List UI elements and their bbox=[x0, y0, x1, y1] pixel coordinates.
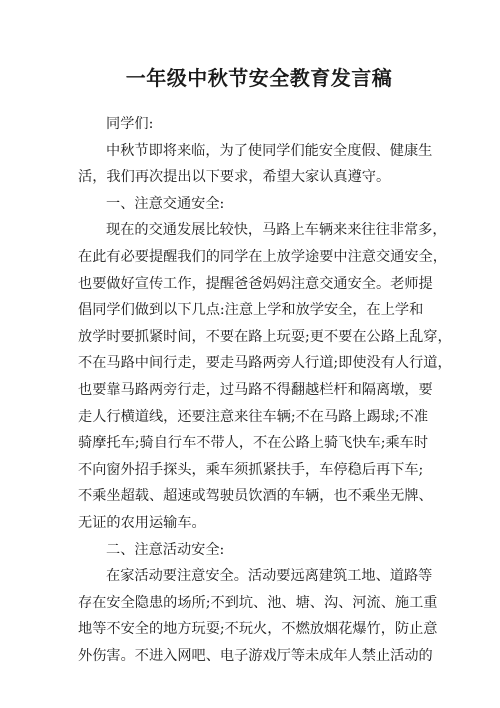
paragraph-line: 不在马路中间行走，要走马路两旁人行道;即使没有人行道， bbox=[78, 355, 452, 372]
paragraph-line: 放学时要抓紧时间，不要在路上玩耍;更不要在公路上乱穿， bbox=[78, 328, 452, 345]
paragraph-line: 也要靠马路两旁行走，过马路不得翻越栏杆和隔离墩，要 bbox=[78, 381, 433, 398]
paragraph-line: 外伤害。不进入网吧、电子游戏厅等未成年人禁止活动的 bbox=[78, 647, 433, 664]
paragraph-line: 不乘坐超载、超速或驾驶员饮酒的车辆，也不乘坐无牌、 bbox=[78, 488, 433, 505]
document-title: 一年级中秋节安全教育发言稿 bbox=[125, 66, 393, 90]
paragraph-line: 地等不安全的地方玩耍;不玩火，不燃放烟花爆竹，防止意 bbox=[78, 621, 438, 638]
paragraph-line: 同学们: bbox=[106, 116, 154, 132]
paragraph-line: 在此有必要提醒我们的同学在上放学途要中注意交通安全， bbox=[78, 248, 447, 265]
paragraph-line: 在家活动要注意安全。活动要远离建筑工地、道路等 bbox=[106, 568, 433, 585]
paragraph-line: 存在安全隐患的场所;不到坑、池、塘、沟、河流、施工重 bbox=[78, 594, 438, 611]
paragraph-line: 倡同学们做到以下几点:注意上学和放学安全，在上学和 bbox=[78, 302, 424, 319]
paragraph-line: 也要做好宣传工作，提醒爸爸妈妈注意交通安全。老师提 bbox=[78, 275, 433, 292]
paragraph-line: 中秋节即将来临，为了使同学们能安全度假、健康生 bbox=[106, 142, 433, 159]
paragraph-line: 活，我们再次提出以下要求，希望大家认真遵守。 bbox=[78, 169, 391, 186]
paragraph-line: 走人行横道线，还要注意来往车辆;不在马路上踢球;不准 bbox=[78, 408, 429, 425]
paragraph-line: 无证的农用运输车。 bbox=[78, 514, 206, 531]
section-heading: 二、注意活动安全: bbox=[106, 541, 225, 558]
section-heading: 一、注意交通安全: bbox=[106, 195, 225, 212]
paragraph-line: 骑摩托车;骑自行车不带人，不在公路上骑飞快车;乘车时 bbox=[78, 435, 429, 452]
paragraph-line: 现在的交通发展比较快，马路上车辆来来往往非常多， bbox=[106, 222, 447, 239]
paragraph-line: 不向窗外招手探头，乘车须抓紧扶手，车停稳后再下车; bbox=[78, 461, 424, 478]
